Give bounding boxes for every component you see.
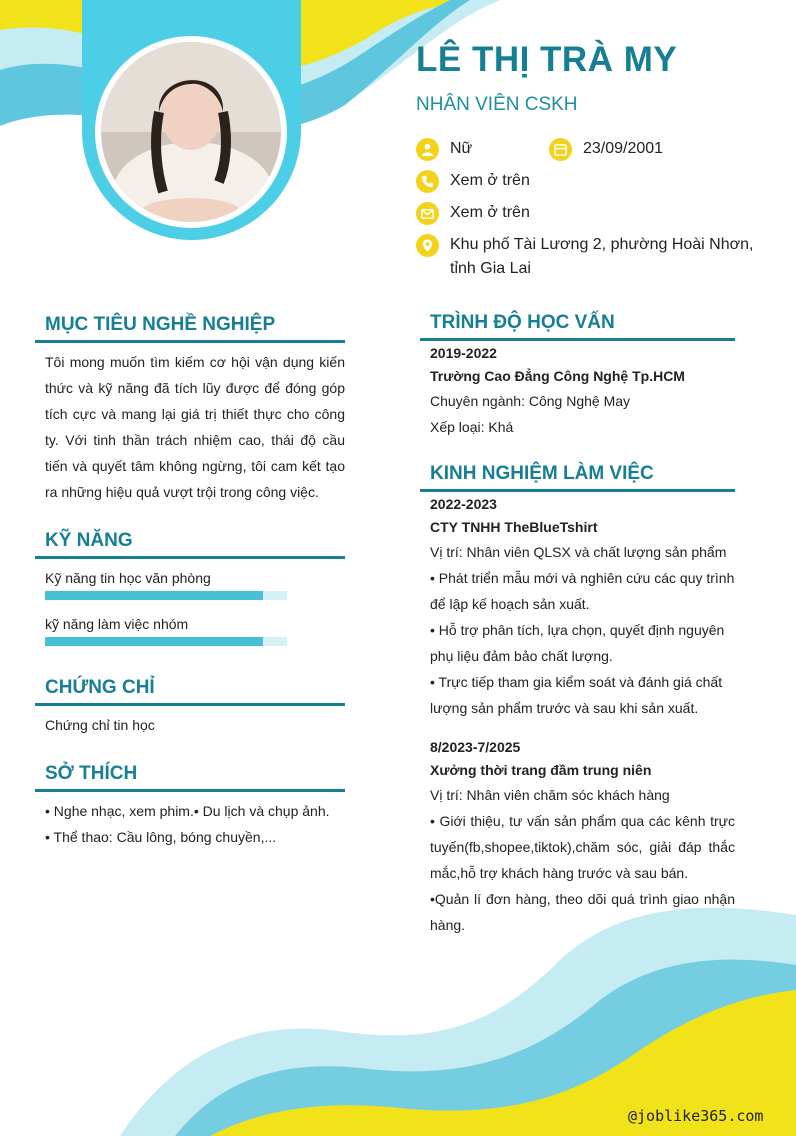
education-grade: Xếp loại: Khá bbox=[430, 419, 514, 435]
info-email bbox=[416, 204, 530, 225]
address-value: Khu phố Tài Lương 2, phường Hoài Nhơn, tỉnh Gia Lai bbox=[450, 236, 754, 277]
job-bullet: • Giới thiệu, tư vấn sản phẩm qua các kênh trực tuyến(fb,shopee,tiktok),chăm sóc, giải đáp thắc mắc,hỗ trợ khách hàng trước và sau bán. bbox=[430, 813, 735, 881]
mail-icon bbox=[416, 202, 439, 225]
certificates-title: CHỨNG CHỈ bbox=[35, 677, 345, 706]
candidate-name: LÊ THỊ TRÀ MY bbox=[416, 40, 678, 79]
job-company: CTY TNHH TheBlueTshirt bbox=[430, 519, 598, 535]
skill-bar bbox=[45, 591, 287, 600]
job-company: Xưởng thời trang đầm trung niên bbox=[430, 762, 652, 778]
education-major: Chuyên ngành: Công Nghệ May bbox=[430, 393, 631, 409]
calendar-icon bbox=[549, 138, 572, 161]
education-period: 2019-2022 bbox=[430, 345, 497, 361]
objective-title: MỤC TIÊU NGHỀ NGHIỆP bbox=[35, 314, 345, 343]
info-phone bbox=[416, 172, 530, 193]
phone-value: Xem ở trên bbox=[450, 172, 530, 189]
skill-label: Kỹ năng tin học văn phòng bbox=[45, 570, 211, 586]
skill-bar bbox=[45, 637, 287, 646]
job-role: Vị trí: Nhân viên QLSX và chất lượng sản phẩm bbox=[430, 544, 727, 560]
job-bullet: • Trực tiếp tham gia kiểm soát và đánh giá chất lượng sản phẩm trước và sau khi sản xuất. bbox=[430, 674, 723, 716]
job-role: Vị trí: Nhân viên chăm sóc khách hàng bbox=[430, 787, 670, 803]
person-icon bbox=[416, 138, 439, 161]
email-value: Xem ở trên bbox=[450, 204, 530, 221]
certificate-item: Chứng chỉ tin học bbox=[45, 717, 155, 733]
skill-bar-fill bbox=[45, 591, 263, 600]
education-title: TRÌNH ĐỘ HỌC VẤN bbox=[420, 312, 735, 341]
job-bullet: • Phát triển mẫu mới và nghiên cứu các quy trình để lập kế hoạch sản xuất. bbox=[430, 570, 735, 612]
job-period: 8/2023-7/2025 bbox=[430, 739, 521, 755]
skill-label: kỹ năng làm việc nhóm bbox=[45, 616, 189, 632]
hobbies-title: SỞ THÍCH bbox=[35, 763, 345, 792]
experience-title: KINH NGHIỆM LÀM VIỆC bbox=[420, 463, 735, 492]
location-icon bbox=[416, 234, 439, 257]
info-birthdate bbox=[549, 140, 663, 161]
job-bullet: • Hỗ trợ phân tích, lựa chọn, quyết định nguyên phụ liệu đảm bảo chất lượng. bbox=[430, 622, 725, 664]
hobby-item: • Nghe nhạc, xem phim.• Du lịch và chụp ảnh. bbox=[45, 803, 330, 819]
objective-text: Tôi mong muốn tìm kiếm cơ hội vận dụng kiến thức và kỹ năng đã tích lũy được để đóng góp tích cực và mang lại giá trị thiết thực cho công ty. Với tinh thần trách nhiệm cao, thái độ cầu tiến và quyết tâm không ngừng, tôi cam kết tạo ra những hiệu quả vượt trội trong công việc. bbox=[45, 354, 345, 500]
gender-value: Nữ bbox=[450, 140, 473, 157]
hobby-item: • Thể thao: Cầu lông, bóng chuyền,... bbox=[45, 829, 277, 845]
education-school: Trường Cao Đẳng Công Nghệ Tp.HCM bbox=[430, 368, 685, 384]
profile-photo bbox=[101, 42, 281, 222]
info-address bbox=[416, 236, 756, 281]
info-gender bbox=[416, 140, 472, 161]
phone-icon bbox=[416, 170, 439, 193]
footer-watermark: @joblike365.com bbox=[628, 1107, 764, 1125]
job-bullet: •Quản lí đơn hàng, theo dõi quá trình giao nhận hàng. bbox=[430, 891, 735, 933]
job-title: NHÂN VIÊN CSKH bbox=[416, 94, 578, 115]
job-period: 2022-2023 bbox=[430, 496, 497, 512]
skill-bar-fill bbox=[45, 637, 263, 646]
skills-title: KỸ NĂNG bbox=[35, 530, 345, 559]
birthdate-value: 23/09/2001 bbox=[583, 140, 664, 157]
